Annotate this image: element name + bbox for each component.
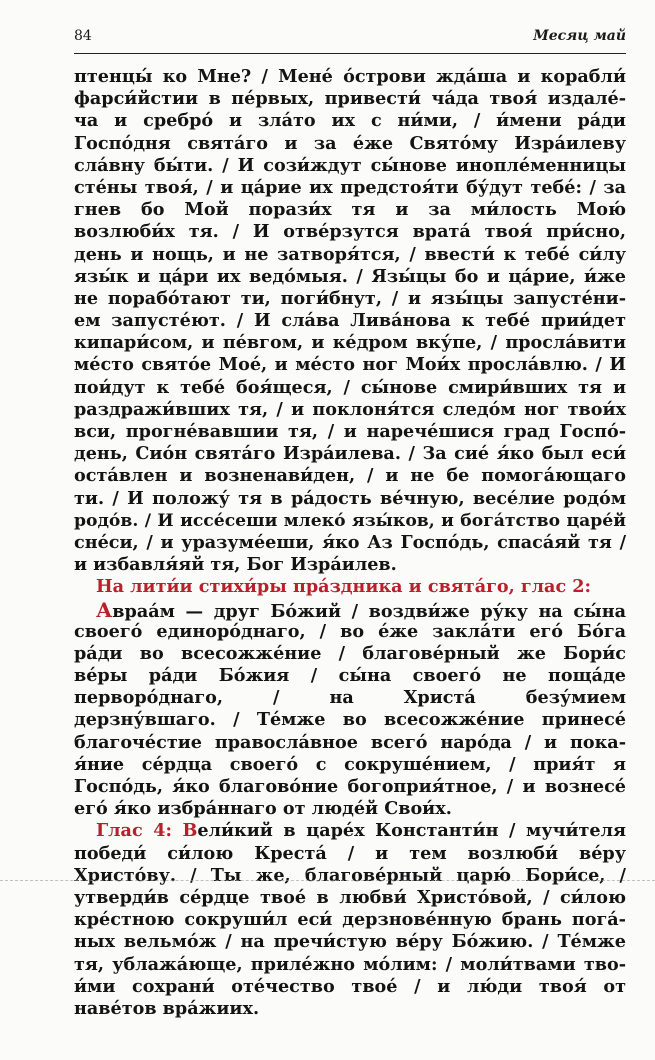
text-line: своего́ единоро́днаго, / во е́же закла́ти его́ Бо́га	[74, 620, 626, 642]
text-line: утверди́в се́рдце твое́ в любви́ Христо́вой, / си́лою	[74, 886, 626, 908]
text-line: день, Сио́н свята́го Изра́илева. / За сие́ я́ко был еси́	[74, 443, 626, 465]
text-line-content: враа́м — друг Бо́жий / воздви́же ру́ку на сы́на	[112, 600, 626, 622]
text-line: раздражи́вших тя, / и поклоня́тся следо́м ног твои́х	[74, 398, 626, 420]
running-title: Месяц май	[533, 28, 626, 44]
text-line: Госпо́дь, я́ко благово́ние богоприя́тное, / и вознесе́	[74, 776, 626, 797]
text-line: гнев бо Мой порази́х тя и за ми́лость Мою́	[74, 199, 626, 221]
text-line: день и нощь, и не затворя́тся, / ввести́ к тебе́ си́лу	[74, 243, 626, 265]
text-line: фарси́йстии в пе́рвых, привести́ ча́да твоя́ издале́-	[74, 88, 626, 110]
text-line: победи́ си́лою Креста́ / и тем возлюби́ ве́ру	[74, 842, 626, 864]
paragraph-1	[74, 66, 626, 576]
paragraph-3	[74, 820, 626, 1020]
text-line: сне́си, / и уразуме́еши, я́ко Аз Госпо́дь, спаса́яй тя /	[74, 531, 626, 553]
text-line: благоче́стие правосла́вное всего́ наро́да / и пока-	[74, 731, 626, 753]
text-line: ча и сребро́ и зла́то их с ни́ми, / и́мени ра́ди	[74, 110, 626, 132]
tone-label: Глас 4: В	[96, 820, 198, 842]
text-line: сла́вну бы́ти. / И сози́ждут сы́нове инопле́менницы	[74, 154, 626, 176]
text-line: пои́дут к тебе́ боя́щеся, / сы́нове смири́вших тя и	[74, 376, 626, 398]
text-line: кре́стною сокруши́л еси́ дерзнове́нную брань пога́-	[74, 909, 626, 931]
text-line: ти. / И положу́ тя в ра́дость ве́чную, весе́лие родо́м	[74, 487, 626, 509]
text-line: перворо́днаго, / на Христа́ безу́мием	[74, 687, 626, 709]
text-line: тя, ублажа́юще, приле́жно мо́лим: / моли́твами тво-	[74, 953, 626, 975]
text-line: язы́к и ца́ри их ведо́мыя. / Язы́цы бо и ца́рие, и́же	[74, 265, 626, 287]
drop-cap: А	[96, 597, 113, 622]
text-line: и избавля́яй тя, Бог Изра́илев.	[74, 554, 397, 576]
text-line: его́ я́ко избра́ннаго от люде́й Свои́х.	[74, 798, 452, 820]
text-line: ра́ди во всесожже́ние / благове́рный же Бори́с	[74, 642, 626, 664]
text-line: наве́тов вра́жиих.	[74, 997, 260, 1019]
text-line: ных вельмо́ж / на пречи́стую ве́ру Бо́жию. / Те́мже	[74, 931, 626, 953]
text-line: ем запусте́ют. / И сла́ва Лива́нова к тебе́ прии́дет	[74, 310, 626, 332]
text-line: кипари́сом, и пе́вгом, и ке́дром вку́пе, / просла́вити	[74, 332, 626, 354]
text-line: возлюби́х тя. / И отве́рзутся врата́ твоя́ при́сно,	[74, 221, 626, 243]
text-line: ве́ры ра́ди Бо́жия / сы́на своего́ не поща́де	[74, 665, 626, 687]
body-text	[74, 66, 626, 1020]
text-line	[74, 820, 626, 842]
text-line-content: ели́кий в царе́х Константи́н / мучи́теля	[197, 820, 626, 842]
text-line: ме́сто свято́е Мое́, и ме́сто ног Мои́х просла́влю. / И	[74, 354, 626, 376]
text-line: не порабо́тают ти, поги́бнут, / и язы́цы запусте́ни-	[74, 287, 626, 309]
header-rule	[74, 53, 626, 54]
text-line: Госпо́дня свята́го и за е́же Свято́му Изра́илеву	[74, 132, 626, 154]
text-line: вси, прогне́вавшии тя, / и нарече́шися град Госпо́-	[74, 421, 626, 442]
text-line	[74, 599, 626, 621]
page-header	[74, 24, 626, 46]
text-line: Христо́ву. / Ты же, благове́рный царю́ Бори́се, /	[74, 864, 626, 886]
text-line: дерзну́вшаго. / Те́мже во всесожже́ние принесе́	[74, 709, 626, 731]
rubric-heading: На лити́и стихи́ры пра́здника и свята́го, глас 2:	[96, 576, 592, 598]
paragraph-2	[74, 599, 626, 821]
text-line: родо́в. / И иссе́сеши млеко́ язы́ков, и бога́тство царе́й	[74, 510, 626, 531]
text-line: я́ние се́рдца своего́ с сокруше́нием, / прия́т я	[74, 753, 626, 775]
text-line: оста́влен и возненави́ден, / и не бе помога́ющаго	[74, 465, 626, 487]
page-number: 84	[74, 28, 92, 44]
scan-artifact-line	[0, 880, 655, 881]
text-line: сте́ны твоя́, / и ца́рие их предстоя́ти бу́дут тебе́: / за	[74, 176, 626, 198]
text-line: и́ми сохрани́ оте́чество твое́ / и лю́ди твоя́ от	[74, 975, 626, 997]
text-line: птенцы́ ко Мне? / Мене́ о́строви жда́ша и корабли́	[74, 66, 626, 87]
